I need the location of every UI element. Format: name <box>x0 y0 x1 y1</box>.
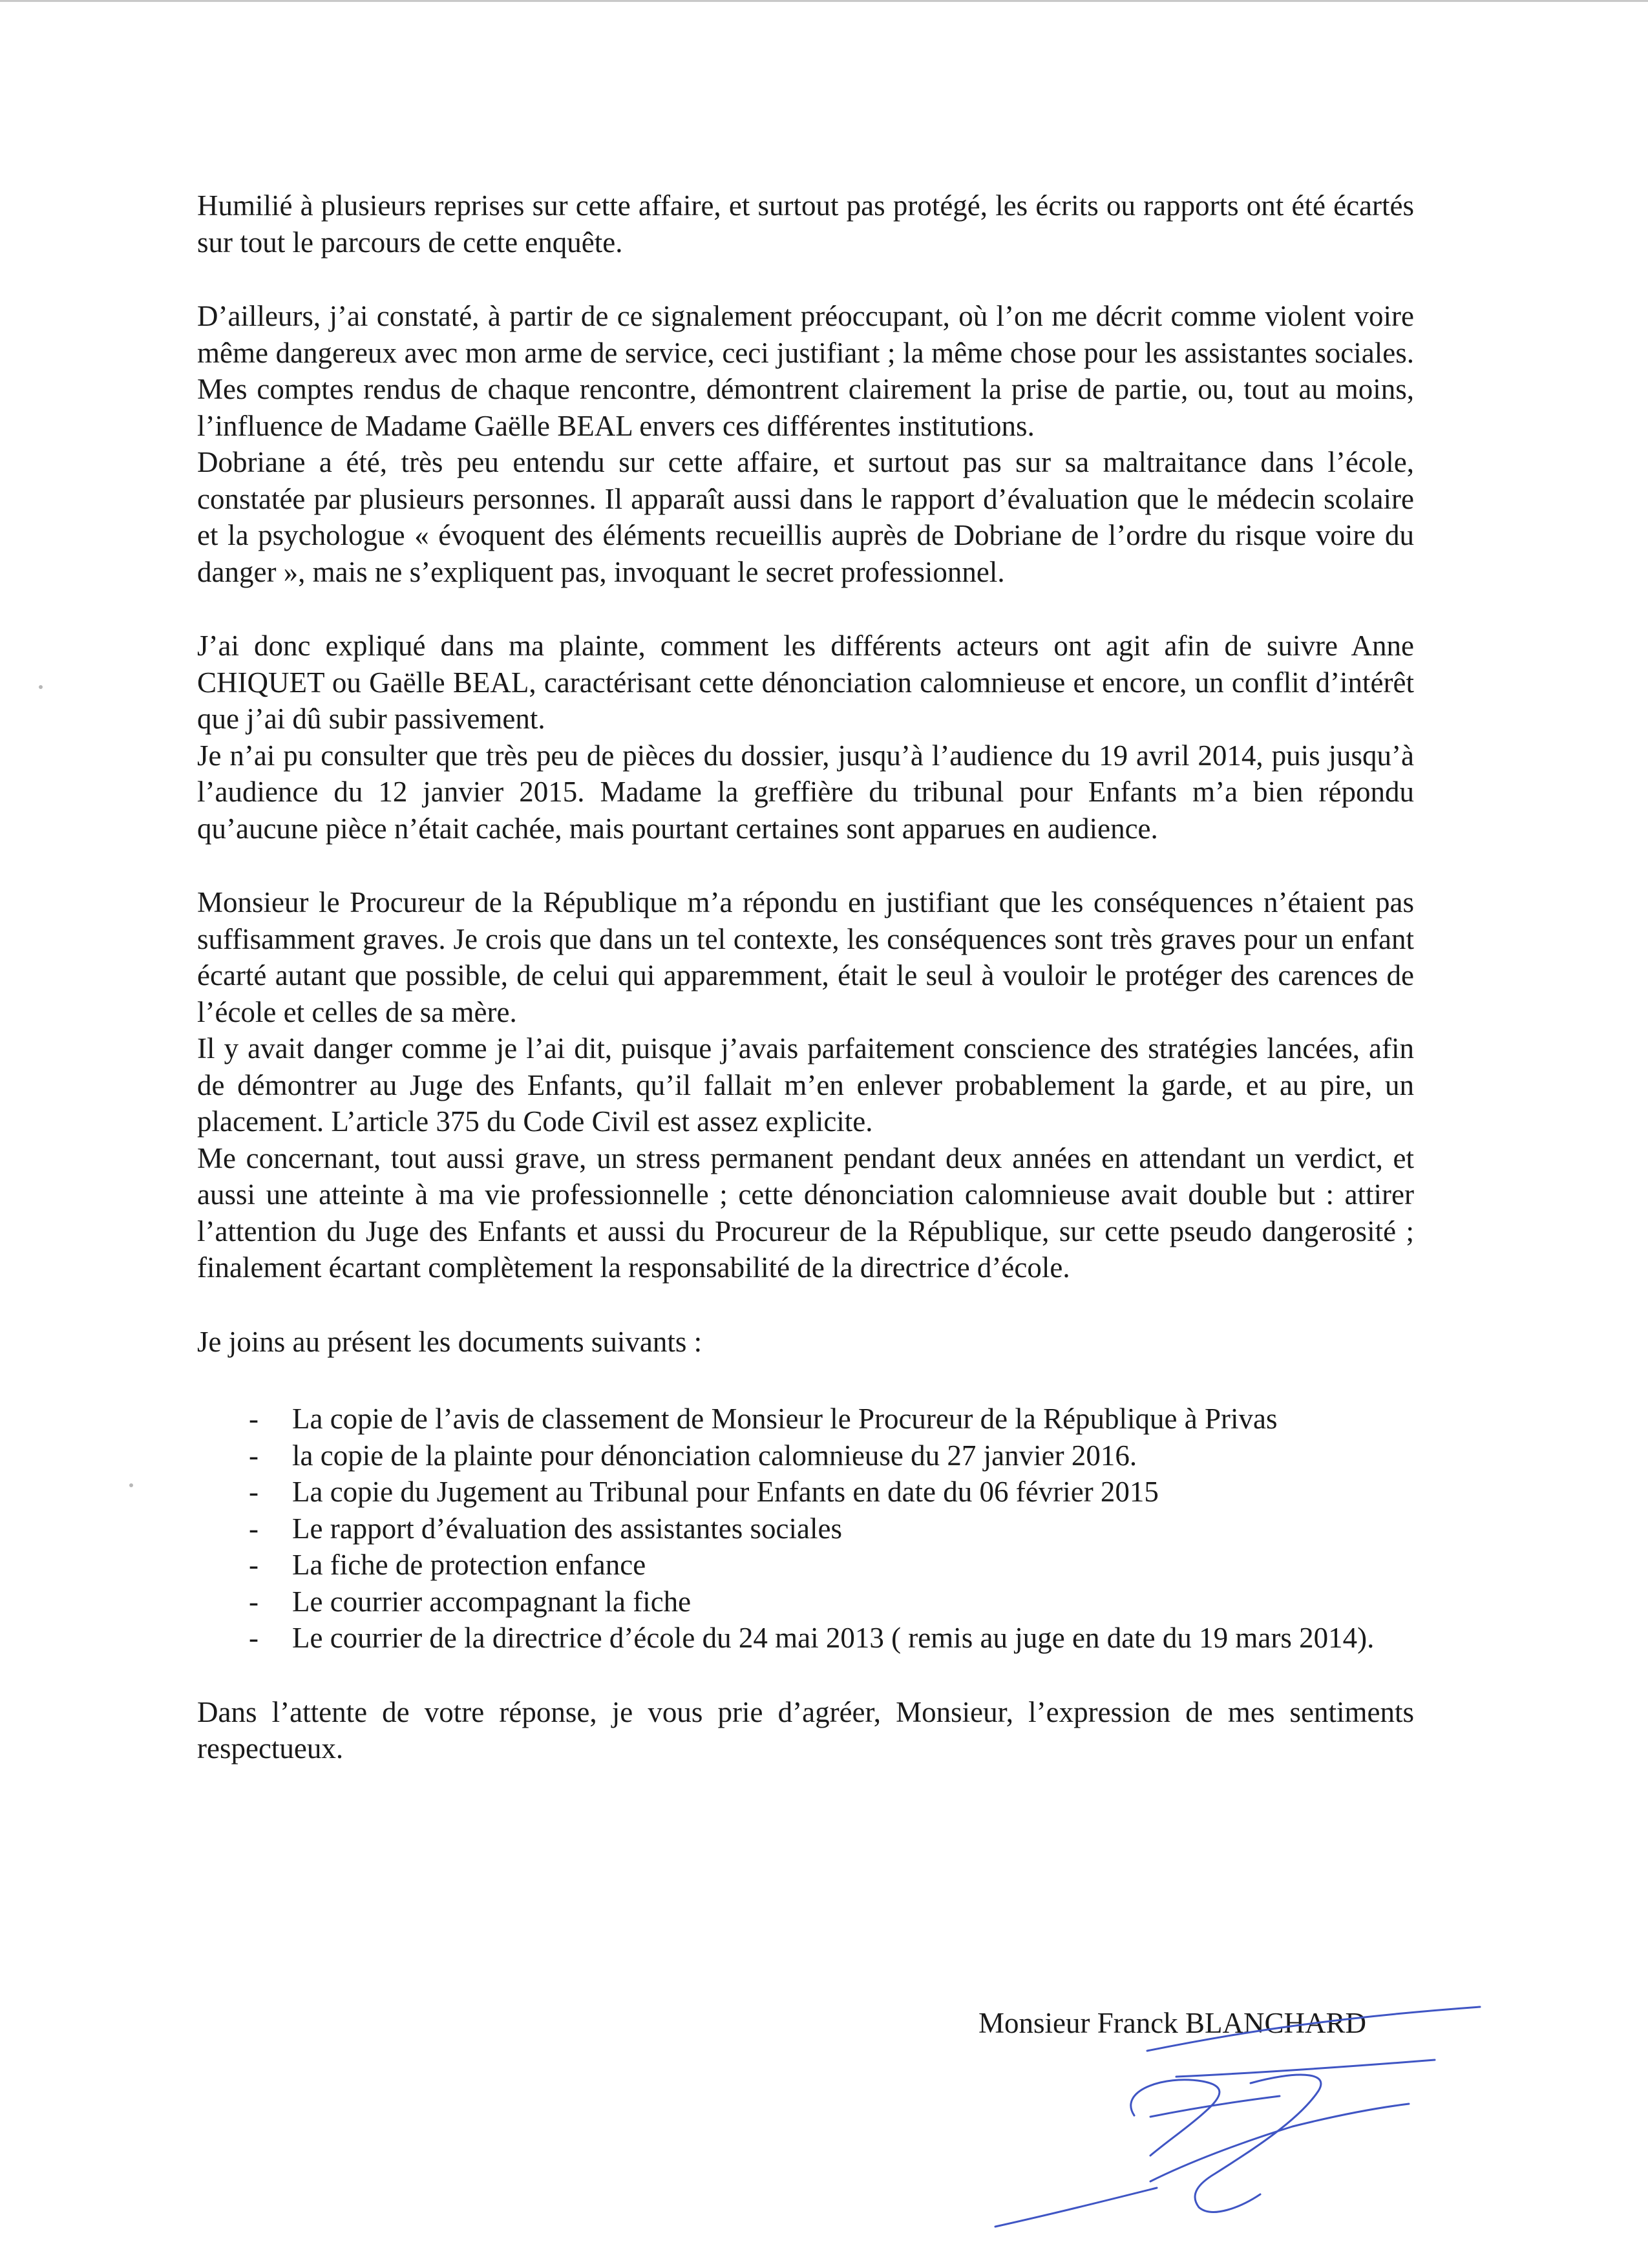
closing-formula: Dans l’attente de votre réponse, je vous prie d’agréer, Monsieur, l’expression de mes sentiments respectueux. <box>197 1695 1414 1765</box>
paragraph-plainte: J’ai donc expliqué dans ma plainte, comment les différents acteurs ont agit afin de suivre Anne CHIQUET ou Gaëlle BEAL, caractérisant cette dénonciation calomnieuse et encore, un conflit d’intérêt que j’ai dû subir passivement. <box>197 630 1414 735</box>
signatory-name: Monsieur Franck BLANCHARD <box>978 2007 1366 2039</box>
paragraph-procureur: Monsieur le Procureur de la République m’a répondu en justifiant que les conséquences n’étaient pas suffisamment graves. Je crois que dans un tel contexte, les conséquences sont très graves pour un enfant écarté autant que possible, de celui qui apparemment, était le seul à vouloir le protéger des carences de l’école et celles de sa mère. <box>197 886 1414 1028</box>
scan-speck <box>39 685 43 689</box>
paragraph-documents-intro: Je joins au présent les documents suivants : <box>197 1325 703 1358</box>
paragraph-humiliation: Humilié à plusieurs reprises sur cette affaire, et surtout pas protégé, les écrits ou rapports ont été écartés sur tout le parcours de cette enquête. <box>197 189 1414 259</box>
list-item: - la copie de la plainte pour dénonciation calomnieuse du 27 janvier 2016. <box>197 1437 1414 1474</box>
list-item: - La copie du Jugement au Tribunal pour Enfants en date du 06 février 2015 <box>197 1474 1414 1510</box>
letter-body <box>197 187 1414 1767</box>
list-item: - Le courrier de la directrice d’école du 24 mai 2013 ( remis au juge en date du 19 mars 2014). <box>197 1620 1414 1657</box>
paragraph-dossier: Je n’ai pu consulter que très peu de pièces du dossier, jusqu’à l’audience du 19 avril 2014, puis jusqu’à l’audience du 12 janvier 2015. Madame la greffière du tribunal pour Enfants m’a bien répondu qu’aucune pièce n’était cachée, mais pourtant certaines sont apparues en audience. <box>197 739 1414 845</box>
paragraph-signalement: D’ailleurs, j’ai constaté, à partir de ce signalement préoccupant, où l’on me décrit comme violent voire même dangereux avec mon arme de service, ceci justifiant ; la même chose pour les assistantes sociales. Mes comptes rendus de chaque rencontre, démontrent clairement la prise de partie, ou, tout au moins, l’influence de Madame Gaëlle BEAL envers ces différentes institutions. <box>197 300 1414 442</box>
list-item: - Le rapport d’évaluation des assistantes sociales <box>197 1510 1414 1547</box>
paragraph-dobriane: Dobriane a été, très peu entendu sur cette affaire, et surtout pas sur sa maltraitance dans l’école, constatée par plusieurs personnes. Il apparaît aussi dans le rapport d’évaluation que le médecin scolaire et la psychologue « évoquent des éléments recueillis auprès de Dobriane de l’ordre du risque voire du danger », mais ne s’expliquent pas, invoquant le secret professionnel. <box>197 446 1414 588</box>
handwritten-signature <box>956 2000 1486 2240</box>
paragraph-danger: Il y avait danger comme je l’ai dit, puisque j’avais parfaitement conscience des stratégies lancées, afin de démontrer au Juge des Enfants, qu’il fallait m’en enlever probablement la garde, et au pire, un placement. L’article 375 du Code Civil est assez explicite. <box>197 1032 1414 1138</box>
list-item: - La fiche de protection enfance <box>197 1547 1414 1584</box>
list-item: - Le courrier accompagnant la fiche <box>197 1584 1414 1620</box>
paragraph-stress: Me concernant, tout aussi grave, un stress permanent pendant deux années en attendant un verdict, et aussi une atteinte à ma vie professionnelle ; cette dénonciation calomnieuse avait double but : attirer l’attention du Juge des Enfants et aussi du Procureur de la République, sur cette pseudo dangerosité ; finalement écartant complètement la responsabilité de la directrice d’école. <box>197 1141 1414 1284</box>
scan-top-edge <box>0 0 1648 2</box>
document-list <box>197 1401 1414 1657</box>
list-item: - La copie de l’avis de classement de Monsieur le Procureur de la République à Privas <box>197 1401 1414 1437</box>
scan-speck <box>129 1483 133 1487</box>
